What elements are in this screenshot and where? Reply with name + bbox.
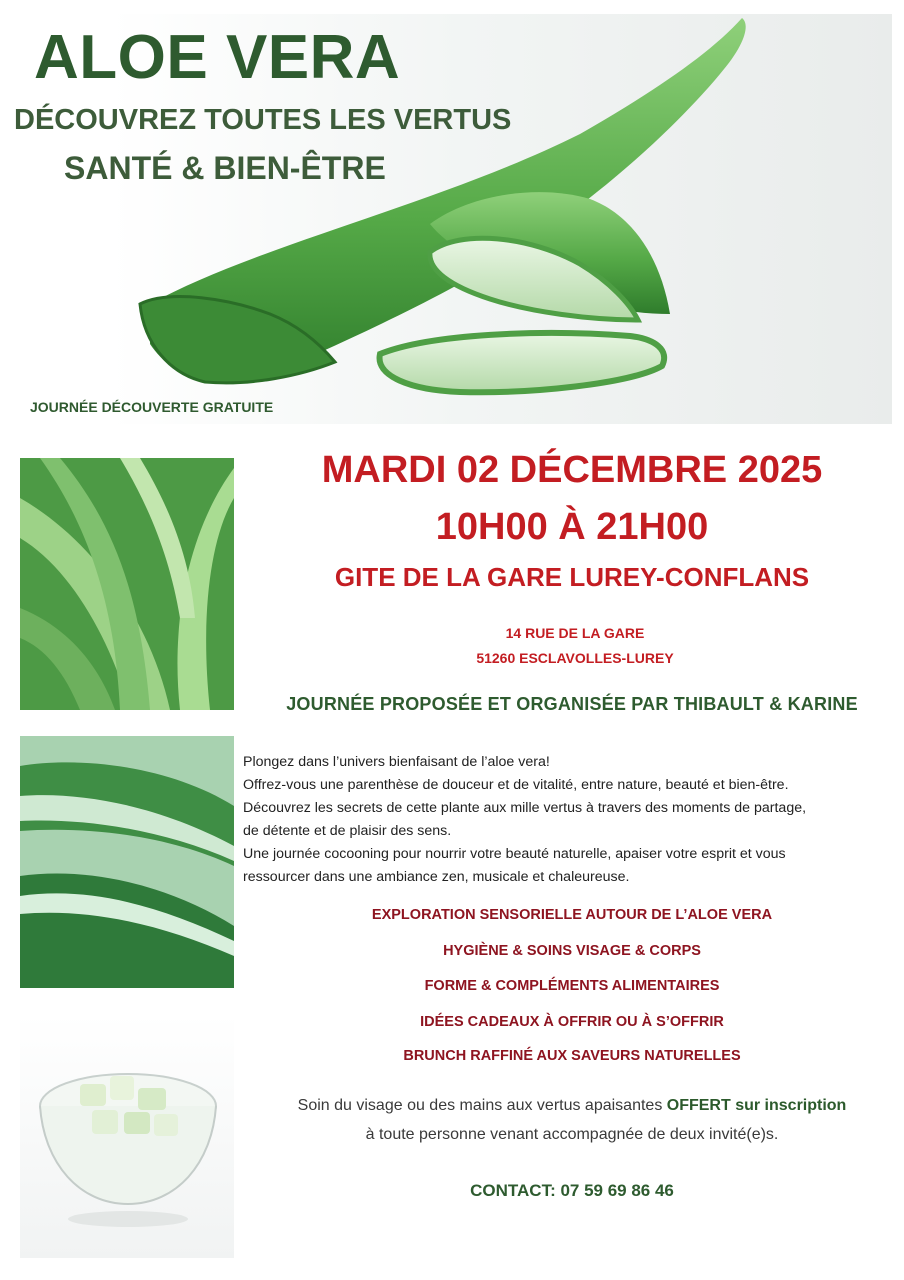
description-line: ressourcer dans une ambiance zen, musicale et chaleureuse.: [243, 869, 630, 885]
offer-line-2: à toute personne venant accompagnée de deux invité(e)s.: [365, 1126, 779, 1143]
page-title: ALOE VERA: [34, 23, 401, 92]
subtitle-line-2: SANTÉ & BIEN-ÊTRE: [64, 150, 386, 186]
activity-item: EXPLORATION SENSORIELLE AUTOUR DE L’ALOE VERA: [371, 907, 773, 923]
activity-item: IDÉES CADEAUX À OFFRIR OU À S’OFFRIR: [420, 1014, 724, 1030]
aloe-plant-photo: [20, 458, 234, 710]
description-line: Offrez-vous une parenthèse de douceur et de vitalité, entre nature, beauté et bien-être.: [243, 777, 789, 793]
activity-item: HYGIÈNE & SOINS VISAGE & CORPS: [443, 943, 701, 959]
description-line: de détente et de plaisir des sens.: [243, 823, 452, 839]
description-line: Plongez dans l’univers bienfaisant de l’aloe vera!: [243, 754, 550, 770]
hero-banner: [0, 0, 904, 430]
aloe-gel-photo: [20, 736, 234, 988]
activity-item: FORME & COMPLÉMENTS ALIMENTAIRES: [424, 978, 720, 994]
activity-item: BRUNCH RAFFINÉ AUX SAVEURS NATURELLES: [403, 1048, 741, 1064]
contact-phone: CONTACT: 07 59 69 86 46: [470, 1181, 674, 1200]
event-hours: 10H00 À 21H00: [435, 506, 709, 548]
offer-text: Soin du visage ou des mains aux vertus apaisantes: [297, 1097, 667, 1114]
tagline: JOURNÉE DÉCOUVERTE GRATUITE: [30, 399, 274, 415]
offer-line-1: [240, 1097, 904, 1115]
description-line: Découvrez les secrets de cette plante aux mille vertus à travers des moments de partage,: [243, 800, 807, 816]
event-venue: GITE DE LA GARE LUREY-CONFLANS: [334, 562, 810, 592]
aloe-cubes-bowl-photo: [20, 1014, 234, 1258]
subtitle-line-1: DÉCOUVREZ TOUTES LES VERTUS: [14, 104, 512, 136]
description-paragraph: [243, 751, 893, 889]
offer-highlight: OFFERT sur inscription: [666, 1097, 847, 1114]
glass-bowl-illustration: [20, 1014, 234, 1258]
aloe-gel-illustration: [20, 736, 234, 988]
event-date: MARDI 02 DÉCEMBRE 2025: [321, 449, 823, 491]
address-line-2: 51260 ESCLAVOLLES-LUREY: [476, 650, 674, 666]
description-line: Une journée cocooning pour nourrir votre beauté naturelle, apaiser votre esprit et vous: [243, 846, 786, 862]
organizer-line: JOURNÉE PROPOSÉE ET ORGANISÉE PAR THIBAULT & KARINE: [286, 694, 858, 714]
aloe-plant-illustration: [20, 458, 234, 710]
address-line-1: 14 RUE DE LA GARE: [505, 625, 645, 641]
